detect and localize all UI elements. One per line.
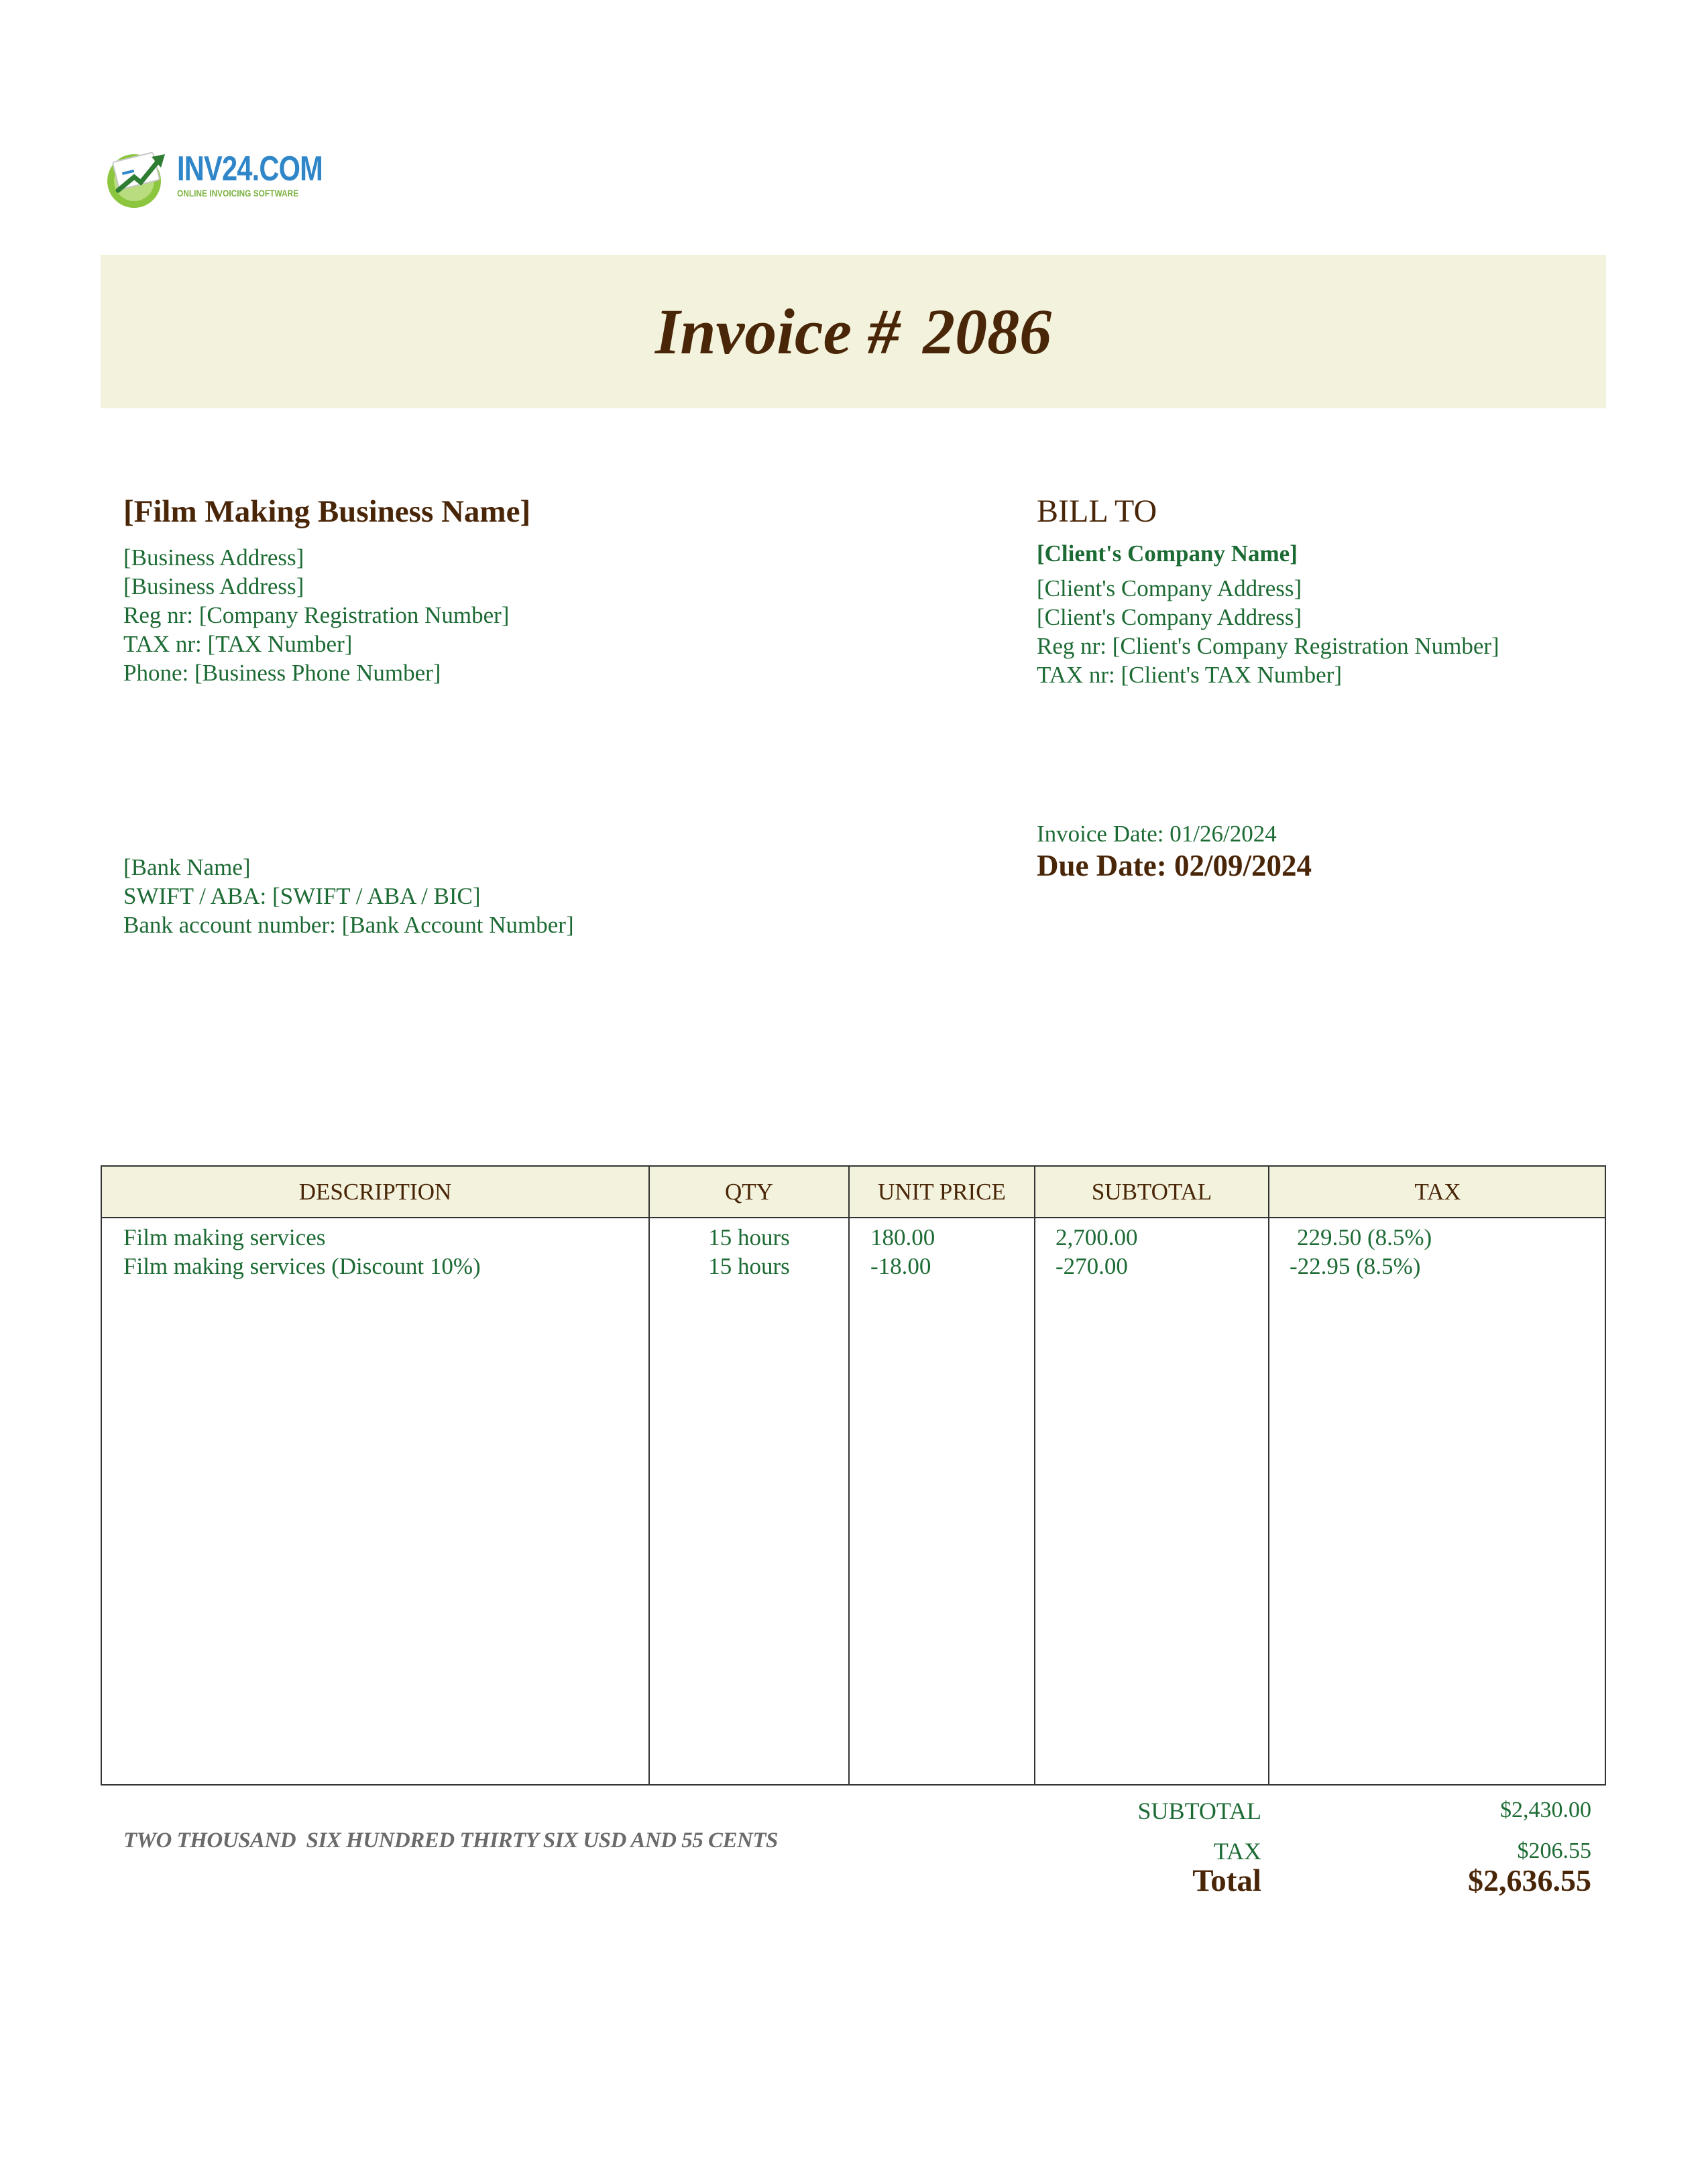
logo-brand-text: INV24.COM — [177, 150, 323, 188]
invoice-title — [101, 295, 1606, 369]
column-divider — [1268, 1167, 1269, 1784]
row-description: Film making services — [123, 1224, 326, 1250]
client-name: [Client's Company Name] — [1037, 540, 1298, 567]
client-details — [1037, 574, 1499, 689]
due-date: Due Date: 02/09/2024 — [1037, 849, 1312, 882]
column-divider — [848, 1167, 850, 1784]
row-tax: -22.95 (8.5%) — [1290, 1253, 1421, 1279]
tax-label: TAX — [1213, 1838, 1261, 1865]
seller-reg-nr: Reg nr: [Company Registration Number] — [123, 602, 510, 628]
row-qty: 15 hours — [708, 1253, 790, 1279]
client-address-2: [Client's Company Address] — [1037, 604, 1302, 630]
logo-tagline: ONLINE INVOICING SOFTWARE — [177, 188, 299, 198]
seller-address-1: [Business Address] — [123, 544, 304, 571]
row-tax: 229.50 (8.5%) — [1297, 1224, 1432, 1250]
header-subtotal: SUBTOTAL — [1091, 1179, 1212, 1205]
row-unit-price: 180.00 — [870, 1224, 935, 1250]
client-address-1: [Client's Company Address] — [1037, 575, 1302, 601]
bank-swift: SWIFT / ABA: [SWIFT / ABA / BIC] — [123, 883, 481, 909]
invoice-header-banner — [101, 255, 1606, 408]
total-label: Total — [1192, 1863, 1261, 1898]
header-qty: QTY — [725, 1179, 773, 1205]
amount-in-words: TWO THOUSAND SIX HUNDRED THIRTY SIX USD AND 55 CENTS — [123, 1828, 778, 1853]
company-logo — [101, 143, 322, 211]
row-unit-price: -18.00 — [870, 1253, 931, 1279]
subtotal-label: SUBTOTAL — [1137, 1798, 1261, 1824]
client-tax-nr: TAX nr: [Client's TAX Number] — [1037, 662, 1342, 688]
row-subtotal: 2,700.00 — [1056, 1224, 1138, 1250]
subtotal-value: $2,430.00 — [1500, 1798, 1591, 1822]
column-divider — [1034, 1167, 1035, 1784]
header-tax: TAX — [1414, 1179, 1461, 1205]
invoice-date: Invoice Date: 01/26/2024 — [1037, 821, 1277, 847]
bank-account-number: Bank account number: [Bank Account Number] — [123, 912, 574, 938]
seller-address-2: [Business Address] — [123, 573, 304, 599]
bank-details — [123, 853, 574, 939]
header-unit-price: UNIT PRICE — [878, 1179, 1006, 1205]
seller-phone: Phone: [Business Phone Number] — [123, 660, 441, 686]
tax-value: $206.55 — [1517, 1838, 1591, 1863]
line-items-table — [101, 1165, 1606, 1786]
seller-name: [Film Making Business Name] — [123, 494, 531, 529]
client-reg-nr: Reg nr: [Client's Company Registration Number] — [1037, 633, 1499, 659]
bank-name: [Bank Name] — [123, 854, 251, 880]
total-value: $2,636.55 — [1468, 1863, 1591, 1897]
row-subtotal: -270.00 — [1056, 1253, 1128, 1279]
invoice-title-prefix: Invoice # — [654, 296, 901, 367]
bill-to-heading: BILL TO — [1037, 493, 1157, 529]
logo-icon — [101, 143, 170, 211]
row-qty: 15 hours — [708, 1224, 790, 1250]
header-description: DESCRIPTION — [298, 1179, 452, 1205]
row-description: Film making services (Discount 10%) — [123, 1253, 481, 1279]
seller-details — [123, 543, 509, 687]
invoice-number: 2086 — [923, 296, 1052, 367]
seller-tax-nr: TAX nr: [TAX Number] — [123, 631, 353, 657]
